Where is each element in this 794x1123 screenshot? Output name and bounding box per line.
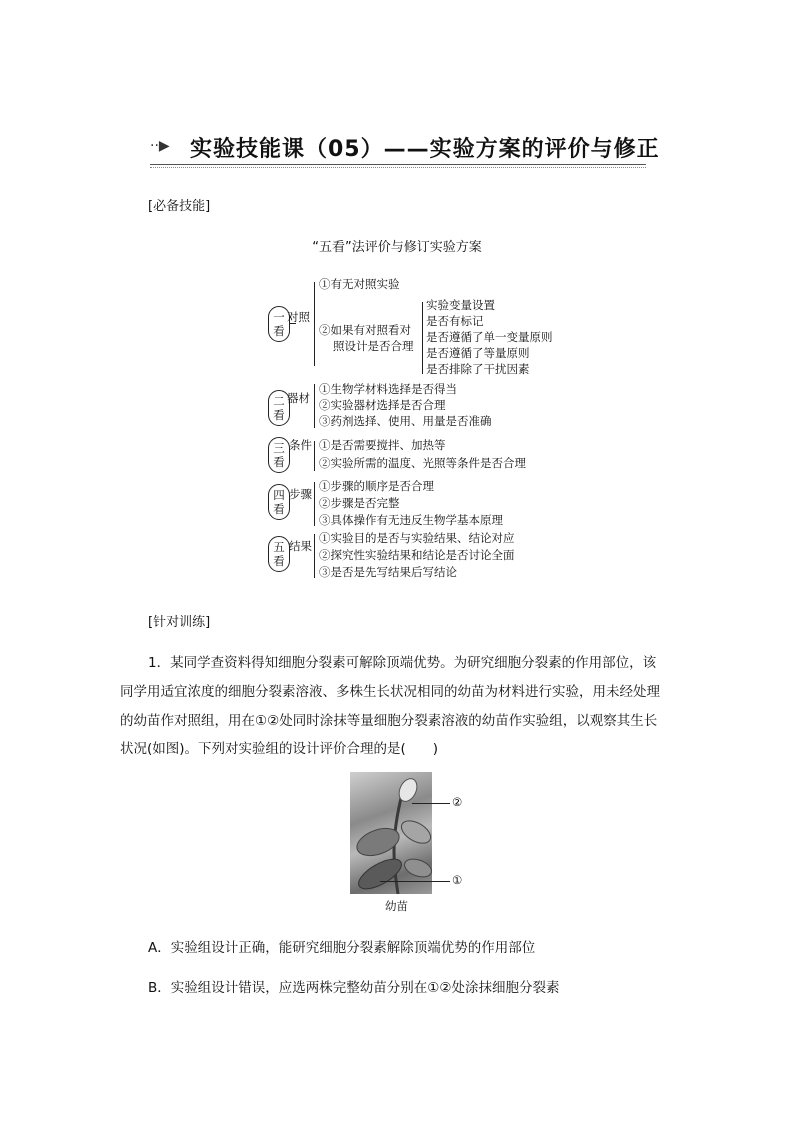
item: ①是否需要搅拌、加热等 bbox=[319, 438, 446, 452]
badge-look-1: 一看 bbox=[268, 306, 290, 342]
item: ①步骤的顺序是否合理 bbox=[319, 479, 434, 493]
seedling-illustration bbox=[350, 772, 432, 894]
question-line: 状况(如图)。下列对实验组的设计评价合理的是( ) bbox=[120, 741, 439, 757]
brace bbox=[314, 441, 315, 471]
sub-item: 是否有标记 bbox=[426, 314, 484, 328]
diagram-title: “五看”法评价与修订实验方案 bbox=[312, 240, 482, 255]
sub-item: 是否遵循了单一变量原则 bbox=[426, 330, 553, 344]
item: ③具体操作有无违反生物学基本原理 bbox=[319, 513, 503, 527]
chapter-title-bar bbox=[150, 128, 660, 168]
brace bbox=[314, 384, 315, 428]
question-line: 同学用适宜浓度的细胞分裂素溶液、多株生长状况相同的幼苗为材料进行实验，用未经处理 bbox=[120, 684, 660, 700]
figure-caption: 幼苗 bbox=[385, 899, 408, 913]
item: ①实验目的是否与实验结果、结论对应 bbox=[319, 531, 515, 545]
badge-look-5: 五看 bbox=[268, 536, 290, 572]
figure-label-1: ① bbox=[452, 873, 463, 887]
pointer-line-bottom bbox=[380, 881, 450, 882]
sub-item: 实验变量设置 bbox=[426, 298, 495, 312]
option-a: A．实验组设计正确，能研究细胞分裂素解除顶端优势的作用部位 bbox=[148, 940, 536, 956]
arrow-decoration-icon: ··▶ bbox=[150, 138, 170, 154]
section-required-skills: [必备技能] bbox=[148, 199, 211, 214]
title-dotted-underline bbox=[150, 167, 646, 168]
sub-item: 是否遵循了等量原则 bbox=[426, 346, 530, 360]
option-b: B．实验组设计错误，应选两株完整幼苗分别在①②处涂抹细胞分裂素 bbox=[148, 980, 560, 996]
seedling-photo bbox=[350, 772, 432, 894]
item: ②实验所需的温度、光照等条件是否合理 bbox=[319, 456, 526, 470]
brace bbox=[314, 534, 315, 578]
question-line: 的幼苗作对照组，用在①②处同时涂抹等量细胞分裂素溶液的幼苗作实验组，以观察其生长 bbox=[120, 713, 658, 729]
group-label: 步骤 bbox=[289, 487, 312, 501]
group-label: 器材 bbox=[287, 391, 310, 405]
group-label: 结果 bbox=[289, 539, 312, 553]
pointer-line-top bbox=[412, 803, 450, 804]
chapter-title: 实验技能课（05）——实验方案的评价与修正 bbox=[190, 137, 660, 162]
item: ①有无对照实验 bbox=[319, 277, 400, 291]
section-targeted-training: [针对训练] bbox=[148, 615, 211, 630]
sub-brace bbox=[422, 302, 423, 374]
item: ②如果有对照看对 bbox=[319, 323, 411, 337]
title-underline bbox=[150, 164, 646, 165]
item: ②步骤是否完整 bbox=[319, 496, 400, 510]
question-line: 1．某同学查资料得知细胞分裂素可解除顶端优势。为研究细胞分裂素的作用部位，该 bbox=[148, 655, 657, 671]
brace bbox=[314, 482, 315, 526]
badge-look-3: 三看 bbox=[268, 437, 290, 473]
item: ②实验器材选择是否合理 bbox=[319, 398, 446, 412]
group-label: 条件 bbox=[289, 438, 312, 452]
item: ③是否是先写结果后写结论 bbox=[319, 565, 457, 579]
group-label: 对照 bbox=[287, 310, 310, 324]
item: 照设计是否合理 bbox=[333, 339, 414, 353]
figure-label-2: ② bbox=[452, 795, 463, 809]
item: ③药剂选择、使用、用量是否准确 bbox=[319, 414, 492, 428]
item: ①生物学材料选择是否得当 bbox=[319, 382, 457, 396]
badge-look-2: 二看 bbox=[268, 390, 290, 426]
badge-look-4: 四看 bbox=[268, 484, 290, 520]
item: ②探究性实验结果和结论是否讨论全面 bbox=[319, 548, 515, 562]
sub-item: 是否排除了干扰因素 bbox=[426, 362, 530, 376]
brace bbox=[314, 282, 315, 366]
